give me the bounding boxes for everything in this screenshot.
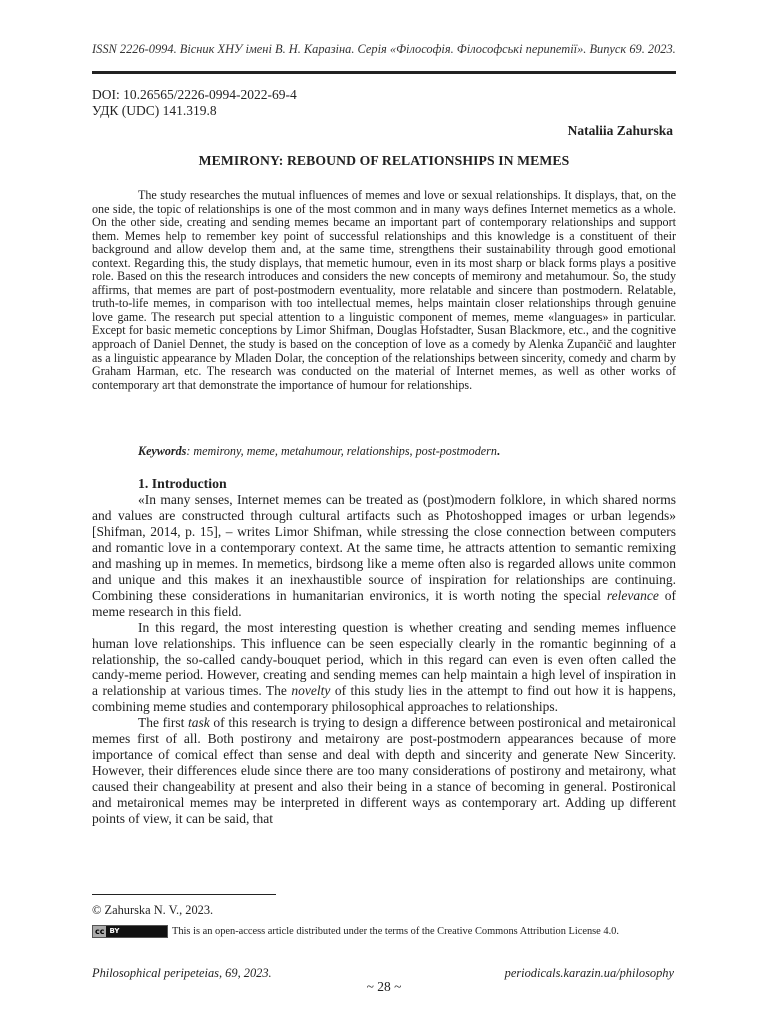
header-rule xyxy=(92,71,676,74)
by-icon: BY xyxy=(109,927,120,935)
doi[interactable]: DOI: 10.26565/2226-0994-2022-69-4 xyxy=(92,87,297,102)
paragraph-3: The first task of this research is trying to design a difference between postironical and metaironical memes first of all. Both postirony and metairony are post-postmodern appearances because of more importance of comical effect than sense and deal with depth and sincerity and generate New Sincerity. However, their differences elude since there are too many considerations of postirony and metairony, what caused their changeability at present and also their being in a stance of becoming in general. Postironical and metaironical memes may be interpreted in different ways as contemporary art. Adding up different points of view, it can be said, that xyxy=(92,715,676,827)
cc-by-license-icon[interactable] xyxy=(92,925,168,938)
keywords xyxy=(92,444,676,458)
cc-logo-icon: cc xyxy=(95,926,105,936)
copyright-note: © Zahurska N. V., 2023. xyxy=(92,903,214,917)
section-title: 1. Introduction xyxy=(138,476,227,491)
author-name: Nataliia Zahurska xyxy=(567,123,673,138)
license-row xyxy=(92,923,619,939)
paragraph-2: In this regard, the most interesting question is whether creating and sending memes influence human love relationships. This influence can be seen especially clearly in the romantic beginning of a relationship, the so-called candy-bouquet period, which in this regard can even is even often called the candy-meme period. However, creating and sending memes can help maintain a high level of inspiration in a relationship at various times. The novelty of this study lies in the attempt to find out how it is happens, combining meme studies and contemporary philosophical approaches to relationships. xyxy=(92,619,676,715)
article-identifiers xyxy=(92,87,297,119)
paragraph-1: «In many senses, Internet memes can be treated as (post)modern folklore, in which shared norms and values are constructed through cultural artifacts such as Photoshopped images or urban legends» [Shifman, 2014, p. 15], – writes Limor Shifman, while stressing the close connection between computers and romantic love in a contemporary context. At the same time, he attracts attention to semantic remixing and mashing up in memes. In memetics, birdsong like a meme often also is regarded allows unite common and unique and this makes it an inexhaustible source of inspiration for relationships are continuing. Combining these considerations in humanitarian environics, it is worth noting the special relevance of meme research in this field. xyxy=(92,492,676,619)
footnote-rule xyxy=(92,894,276,895)
udc-code: УДК (UDC) 141.319.8 xyxy=(92,103,217,118)
footer-url[interactable]: periodicals.karazin.ua/philosophy xyxy=(504,966,674,980)
keywords-label: Keywords xyxy=(138,444,187,458)
running-header: ISSN 2226-0994. Вісник ХНУ імені В. Н. Каразіна. Серія «Філософія. Філософські перипетії». Випуск 69. 2023. xyxy=(92,42,676,56)
abstract: The study researches the mutual influences of memes and love or sexual relationships. It displays, that, on the one side, the topic of relationships is one of the most common and in many ways defines Internet memetics as a whole. On the other side, creating and sending memes became an important part of contemporary relationships and support them. Memes help to remember key point of successful relationships and this knowledge is a constituent of their background and allow develop them and, at the same time, strengthens their sustainability through good emotional context. Regarding this, the study displays, that memetic humour, even in its most sharp or black forms plays a positive role. Based on this the research introduces and considers the new concepts of memirony and metahumour. So, the study affirms, that memes are part of post-postmodern eventuality, more relatable and sincere than postmodern. Relatable, truth-to-life memes, in comparison with too intellectual memes, helps maintain closer relationships through genuine love game. The research put special attention to a linguistic component of memes, meme «languages» in particular. Except for basic memetic conceptions by Limor Shifman, Douglas Hofstadter, Susan Blackmore, etc., and the cognitive approach of Daniel Dennet, the study is based on the conception of love as a comedy by Alenka Zupančič and laughter as a linguistic appearance by Mladen Dolar, the conception of the relationships between sincerity, comedy and charm by Graham Harman, etc. The research was conducted on the material of Internet memes, as well as other works of contemporary art that demonstrate the importance of humour for relationships. xyxy=(92,188,676,392)
license-text: This is an open-access article distributed under the terms of the Creative Commons Attribution License 4.0. xyxy=(172,925,619,937)
emphasis-novelty: novelty xyxy=(291,683,331,699)
body-text xyxy=(92,492,676,827)
emphasis-task: task xyxy=(188,715,210,731)
article-title: MEMIRONY: REBOUND OF RELATIONSHIPS IN MEMES xyxy=(198,153,570,168)
keywords-list: : memirony, meme, metahumour, relationships, post-postmodern xyxy=(186,444,497,458)
emphasis-relevance: relevance xyxy=(606,587,659,603)
keywords-end: . xyxy=(496,444,500,458)
page-number: ~ 28 ~ xyxy=(366,979,402,994)
footer-journal: Philosophical peripeteias, 69, 2023. xyxy=(92,966,272,980)
